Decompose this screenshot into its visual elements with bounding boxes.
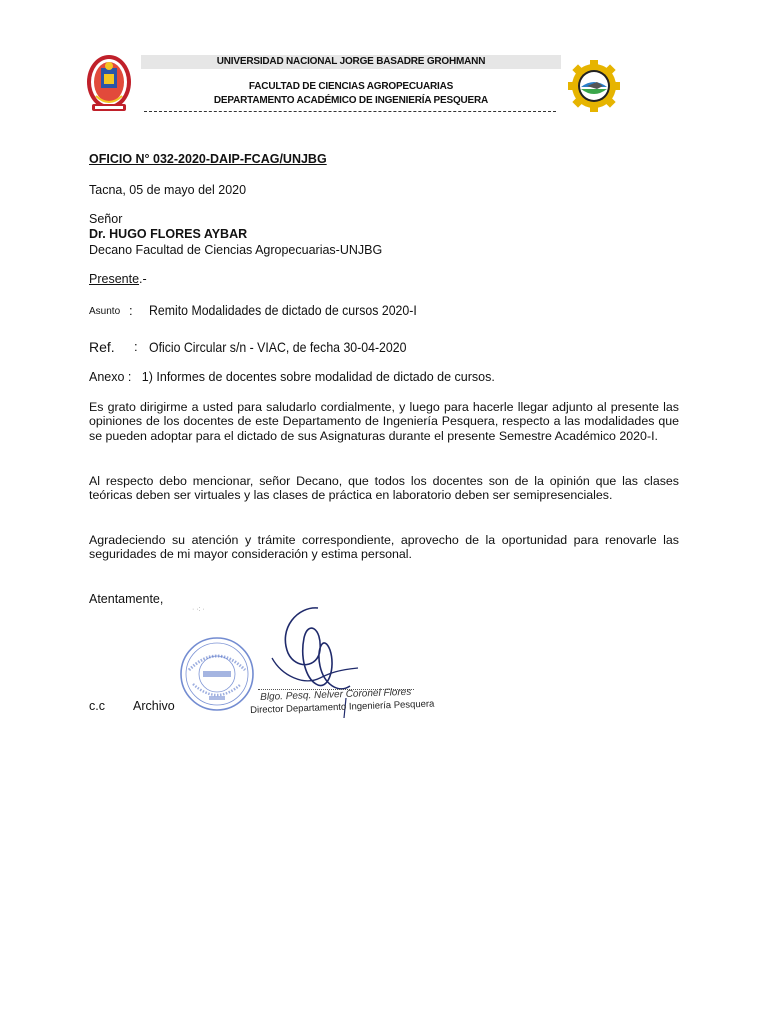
header-divider xyxy=(144,111,556,112)
subject-label: Asunto xyxy=(89,306,121,317)
salutation: Señor xyxy=(89,212,123,226)
reference-label: Ref. xyxy=(89,339,115,355)
cc-label: c.c xyxy=(89,699,105,713)
letter-reference-number: OFICIO N° 032-2020-DAIP-FCAG/UNJBG xyxy=(89,152,327,166)
recipient-title: Decano Facultad de Ciencias Agropecuarias-UNJBG xyxy=(89,243,383,257)
presente-line xyxy=(89,272,147,287)
annex-line: Anexo : 1) Informes de docentes sobre modalidad de dictado de cursos. xyxy=(89,370,495,384)
place-date: Tacna, 05 de mayo del 2020 xyxy=(89,183,247,197)
official-stamp-seal xyxy=(179,636,255,712)
presente-suffix: .- xyxy=(139,272,147,286)
signer-title: Director Departamento Ingeniería Pesquera xyxy=(250,698,435,716)
subject-value: Remito Modalidades de dictado de cursos 2020-I xyxy=(149,302,417,318)
reference-value: Oficio Circular s/n - VIAC, de fecha 30-04-2020 xyxy=(149,339,407,355)
fishing-engineering-gear-logo xyxy=(567,59,621,113)
university-name: UNIVERSIDAD NACIONAL JORGE BASADRE GROHMANN xyxy=(216,56,486,67)
body-paragraph-2: Al respecto debo mencionar, señor Decano, que todos los docentes son de la opinión que las clases teóricas deben ser virtuales y las clases de práctica en laboratorio deben ser semipresenciales. xyxy=(89,474,679,503)
body-paragraph-3: Agradeciendo su atención y trámite correspondiente, aprovecho de la oportunidad para renovarle las seguridades de mi mayor consideración y estima personal. xyxy=(89,533,679,562)
scan-marks: · ·: · xyxy=(192,606,205,613)
recipient-name: Dr. HUGO FLORES AYBAR xyxy=(89,227,248,241)
closing: Atentamente, xyxy=(89,592,164,606)
department-name: DEPARTAMENTO ACADÉMICO DE INGENIERÍA PESQUERA xyxy=(213,95,489,106)
subject-colon: : xyxy=(129,303,133,318)
faculty-name: FACULTAD DE CIENCIAS AGROPECUARIAS xyxy=(248,81,454,92)
university-crest-logo xyxy=(84,52,134,114)
signer-name: Blgo. Pesq. Nelver Coronel Flores xyxy=(260,686,412,703)
reference-colon: : xyxy=(134,339,138,354)
cc-value: Archivo xyxy=(133,699,175,713)
presente-word: Presente xyxy=(89,272,140,286)
body-paragraph-1: Es grato dirigirme a usted para saludarlo cordialmente, y luego para hacerle llegar adjunto al presente las opiniones de los docentes de este Departamento de Ingeniería Pesquera, respecto a las modalidades que se pueden adoptar para el dictado de sus Asignaturas durante el presente Semestre Académico 2020-I. xyxy=(89,400,679,443)
